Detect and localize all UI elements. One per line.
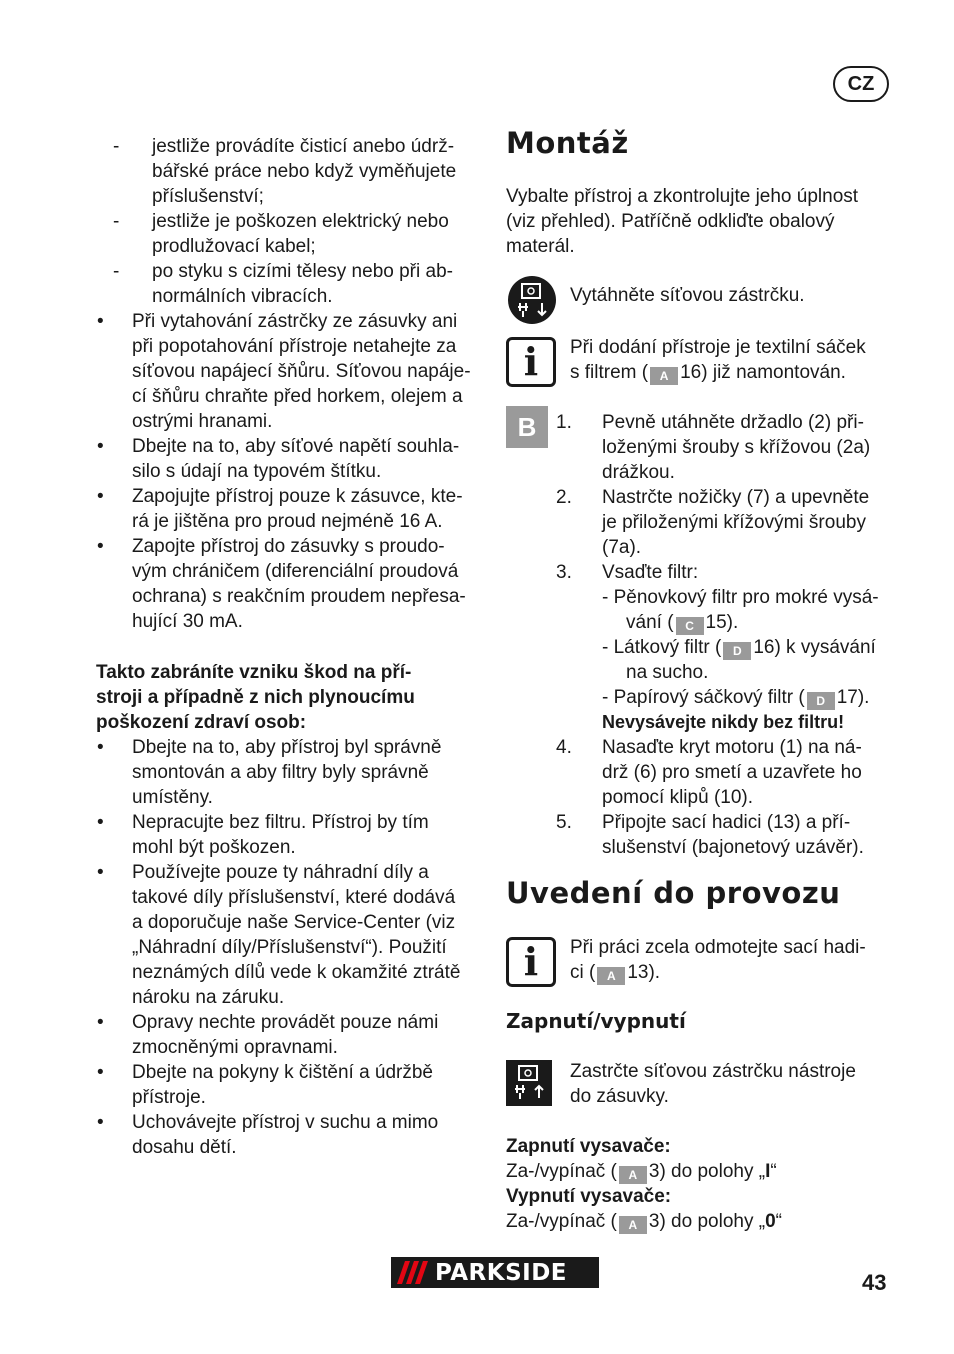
- badge-c: C: [676, 617, 704, 635]
- step-item: 1. Pevně utáhněte držadlo (2) při-: [556, 412, 864, 433]
- badge-d: D: [807, 692, 835, 710]
- switch-on-heading: Zapnutí vysavače:: [506, 1136, 671, 1157]
- step-item: 5. Připojte sací hadici (13) a pří-: [556, 812, 851, 833]
- badge-a: A: [619, 1216, 647, 1234]
- bullet-item: • Dbejte na pokyny k čištění a údržbě: [97, 1062, 434, 1083]
- text-line: síťovou napájecí šňůru. Síťovou napáje-: [132, 361, 471, 382]
- bullet-item: • Při vytahování zástrčky ze zásuvky ani: [97, 311, 458, 332]
- info-icon: i: [506, 937, 556, 987]
- language-badge: CZ: [833, 66, 889, 102]
- parkside-logo: PARKSIDE: [391, 1257, 599, 1288]
- text-line: vým chráničem (diferenciální proudová: [132, 561, 459, 582]
- steps-list: 1. Pevně utáhněte držadlo (2) při- loženými šrouby s křížovou (2a) drážkou. 2. Nastrčte nožičky (7) a upevněte je přiloženými křížovými šrouby (7a). 3. Vsaďte filtr: - Pěnovkový filtr pro mokré vysá- vání ( C 15). - Látkový filtr ( D 16) k vysávání na sucho. - Papírový sáčkový filtr ( D 17). Nevysávejte nikdy bez filtru! 4. Nasaďte kryt motoru (1) na ná- drž (6) pro smetí a uzavřete ho pomocí klipů (10). 5. Připojte sací hadici (13) a pří- slušenství (bajonetový uzávěr).: [602, 410, 902, 860]
- plug-in-icon: [506, 1060, 552, 1106]
- text-line: cí šňůru chraňte před horkem, olejem a: [132, 386, 463, 407]
- step-item: 2. Nastrčte nožičky (7) a upevněte: [556, 487, 870, 508]
- bullet-item: • Zapojte přístroj do zásuvky s proudo-: [97, 536, 445, 557]
- step-item: 3. Vsaďte filtr:: [556, 562, 699, 583]
- badge-a: A: [619, 1166, 647, 1184]
- dash-item: - po styku s cizími tělesy nebo při ab-: [113, 261, 453, 282]
- montaz-title: Montáž: [506, 126, 629, 160]
- filter-cloth: - Látkový filtr ( D 16) k vysávání: [602, 637, 876, 658]
- bullet-item: • Dbejte na to, aby síťové napětí souhla-: [97, 436, 460, 457]
- switch-off-heading: Vypnutí vysavače:: [506, 1186, 672, 1207]
- plug-text: Zastrčte síťovou zástrčku nástroje do zásuvky.: [570, 1061, 856, 1107]
- badge-a: A: [650, 367, 678, 385]
- bullet-item: • Opravy nechte provádět pouze námi: [97, 1012, 439, 1033]
- bullet-item: • Nepracujte bez filtru. Přístroj by tím: [97, 812, 429, 833]
- unplug-icon: [508, 276, 556, 324]
- montaz-intro: Vybalte přístroj a zkontrolujte jeho úplnost (viz přehled). Patříčně odkliďte obalový materál.: [506, 186, 859, 257]
- text-line: silo s údají na typovém štítku.: [132, 461, 382, 482]
- bullet-item: • Dbejte na to, aby přístroj byl správně: [97, 737, 442, 758]
- text-line: bářské práce nebo když vyměňujete: [152, 161, 457, 182]
- text-line: ochrana) s reakčním proudem nepřesa-: [132, 586, 466, 607]
- text-line: hující 30 mA.: [132, 611, 243, 632]
- text-line: při popotahování přístroje netahejte za: [132, 336, 457, 357]
- uvedeni-title: Uvedení do provozu: [506, 876, 841, 910]
- left-column: [97, 134, 492, 634]
- info-text-2: Při práci zcela odmotejte sací hadi- ci ( A 13).: [570, 937, 866, 983]
- bullet-item: • Zapojujte přístroj pouze k zásuvce, kte-: [97, 486, 463, 507]
- text-line: ostrými hranami.: [132, 411, 273, 432]
- text-line: rá je jištěna pro proud nejméně 16 A.: [132, 511, 443, 532]
- filter-foam-line2: vání ( C 15).: [626, 612, 739, 633]
- section-b-label: B: [506, 406, 548, 448]
- switch-off-text: Za-/vypínač ( A 3) do polohy „0“: [506, 1211, 782, 1232]
- zapnuti-title: Zapnutí/vypnutí: [506, 1009, 686, 1033]
- step-item: 4. Nasaďte kryt motoru (1) na ná-: [556, 737, 862, 758]
- page-number: 43: [862, 1270, 887, 1295]
- dash-item: - jestliže provádíte čisticí anebo údrž-: [113, 136, 455, 157]
- bullet-item: • Používejte pouze ty náhradní díly a: [97, 862, 429, 883]
- info-text-1: Při dodání přístroje je textilní sáček s filtrem ( A 16) již namontován.: [570, 337, 866, 383]
- switch-on-text: Za-/vypínač ( A 3) do polohy „I“: [506, 1161, 777, 1182]
- filter-foam: - Pěnovkový filtr pro mokré vysá-: [602, 587, 879, 608]
- text-line: normálních vibracích.: [152, 286, 333, 307]
- left-bullets-2: • Dbejte na to, aby přístroj byl správně smontován a aby filtry byly správně umístěny. • Nepracujte bez filtru. Přístroj by tím mohl být poškozen. • Používejte pouze ty náhradní díly a takové díly příslušenství, které dodává a doporučuje naše Service-Center (viz „Náhradní díly/Příslušenství“). Použití neznámých dílů vede k okamžité ztrátě nároku na záruku. • Opravy nechte provádět pouze námi zmocněnými opravnami. • Dbejte na pokyny k čištění a údržbě přístroje. • Uchovávejte přístroj v suchu a mimo dosahu dětí.: [132, 735, 492, 1160]
- safety-heading: Takto zabráníte vzniku škod na pří- stroji a případně z nich plynoucímu poškození zdraví osob:: [96, 662, 415, 733]
- text-line: prodlužovací kabel;: [152, 236, 316, 257]
- badge-a: A: [597, 967, 625, 985]
- badge-d: D: [723, 642, 751, 660]
- unplug-text: Vytáhněte síťovou zástrčku.: [570, 285, 805, 306]
- info-icon: i: [506, 337, 556, 387]
- bullet-item: • Uchovávejte přístroj v suchu a mimo: [97, 1112, 439, 1133]
- dash-item: - jestliže je poškozen elektrický nebo: [113, 211, 449, 232]
- text-line: příslušenství;: [152, 186, 264, 207]
- switch-section: [506, 1134, 906, 1234]
- filter-cloth-line2: na sucho.: [626, 662, 709, 683]
- filter-warning: Nevysávejte nikdy bez filtru!: [602, 712, 845, 732]
- filter-paper: - Papírový sáčkový filtr ( D 17).: [602, 687, 870, 708]
